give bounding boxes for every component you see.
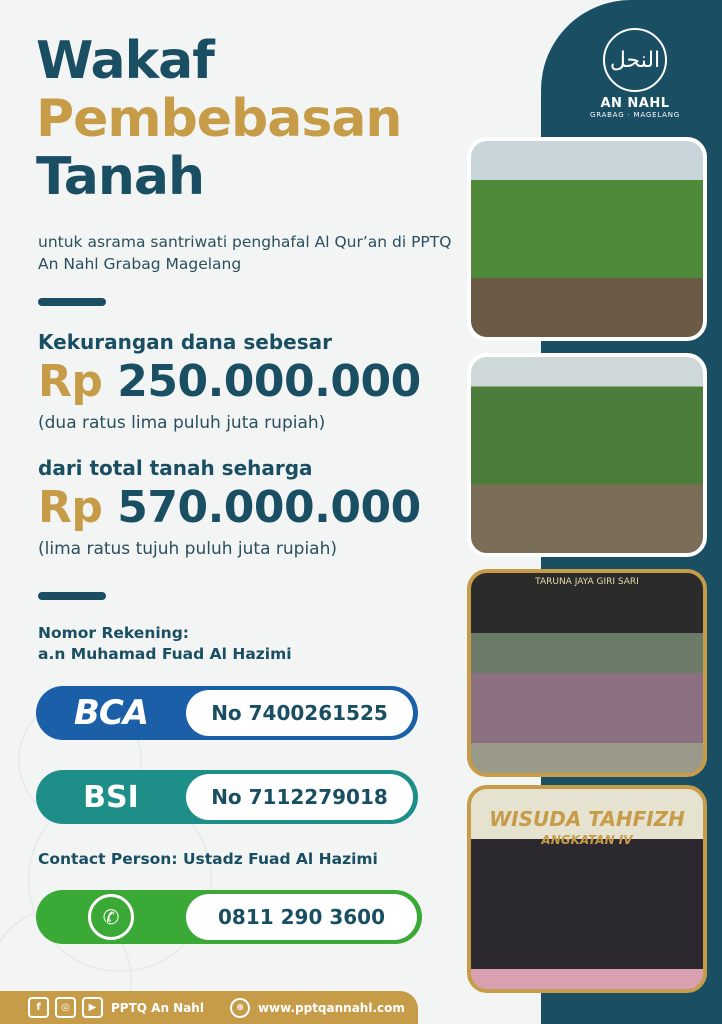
logo-location: GRABAG · MAGELANG [589, 111, 681, 119]
shortfall-amount [38, 356, 421, 407]
page-title [36, 32, 401, 206]
bsi-logo: BSI [83, 779, 139, 815]
logo-emblem-icon: النحل [603, 28, 667, 92]
title-line-3: Tanah [36, 147, 204, 207]
footer-bar [0, 991, 418, 1024]
graduation-batch: ANGKATAN IV [541, 833, 633, 847]
bca-number[interactable]: No 7400261525 [186, 690, 413, 736]
shortfall-label: Kekurangan dana sebesar [38, 330, 332, 354]
website-link[interactable]: www.pptqannahl.com [257, 1000, 405, 1015]
bca-account[interactable] [36, 686, 418, 740]
youtube-icon[interactable]: ▶ [82, 997, 103, 1018]
subtitle: untuk asrama santriwati penghafal Al Qur’an di PPTQ An Nahl Grabag Magelang [38, 233, 452, 273]
account-label: Nomor Rekening: [38, 624, 189, 642]
facebook-icon[interactable]: f [28, 997, 49, 1018]
total-words: (lima ratus tujuh puluh juta rupiah) [38, 539, 338, 559]
total-amount [38, 482, 421, 533]
whatsapp-logo [36, 890, 186, 944]
shortfall-words: (dua ratus lima puluh juta rupiah) [38, 413, 326, 433]
bsi-account[interactable] [36, 770, 418, 824]
photo-land-1 [467, 137, 707, 341]
contact-person: Contact Person: Ustadz Fuad Al Hazimi [38, 850, 378, 868]
total-value: 570.000.000 [117, 482, 421, 533]
title-line-1: Wakaf [36, 31, 214, 91]
social-handle[interactable]: PPTQ An Nahl [111, 1000, 204, 1015]
graduation-banner: WISUDA TAHFIZH [489, 807, 685, 831]
title-line-2: Pembebasan [36, 89, 402, 149]
bca-logo: BCA [73, 693, 149, 733]
divider [38, 592, 106, 600]
photo-graduation [467, 785, 707, 993]
logo-name: AN NAHL [600, 96, 670, 111]
shortfall-value: 250.000.000 [117, 356, 421, 407]
phone-number[interactable]: 0811 290 3600 [186, 894, 417, 940]
instagram-icon[interactable]: ◎ [55, 997, 76, 1018]
currency: Rp [38, 482, 103, 533]
currency: Rp [38, 356, 103, 407]
logo [560, 28, 710, 128]
divider [38, 298, 106, 306]
photo-caption: TARUNA JAYA GIRI SARI [535, 577, 639, 587]
account-holder: a.n Muhamad Fuad Al Hazimi [38, 645, 292, 663]
whatsapp-icon: ✆ [88, 894, 134, 940]
photo-students-group [467, 569, 707, 777]
globe-icon: ⊕ [230, 998, 250, 1018]
bsi-number[interactable]: No 7112279018 [186, 774, 413, 820]
total-label: dari total tanah seharga [38, 456, 313, 480]
whatsapp-contact[interactable] [36, 890, 422, 944]
photo-land-2 [467, 353, 707, 557]
